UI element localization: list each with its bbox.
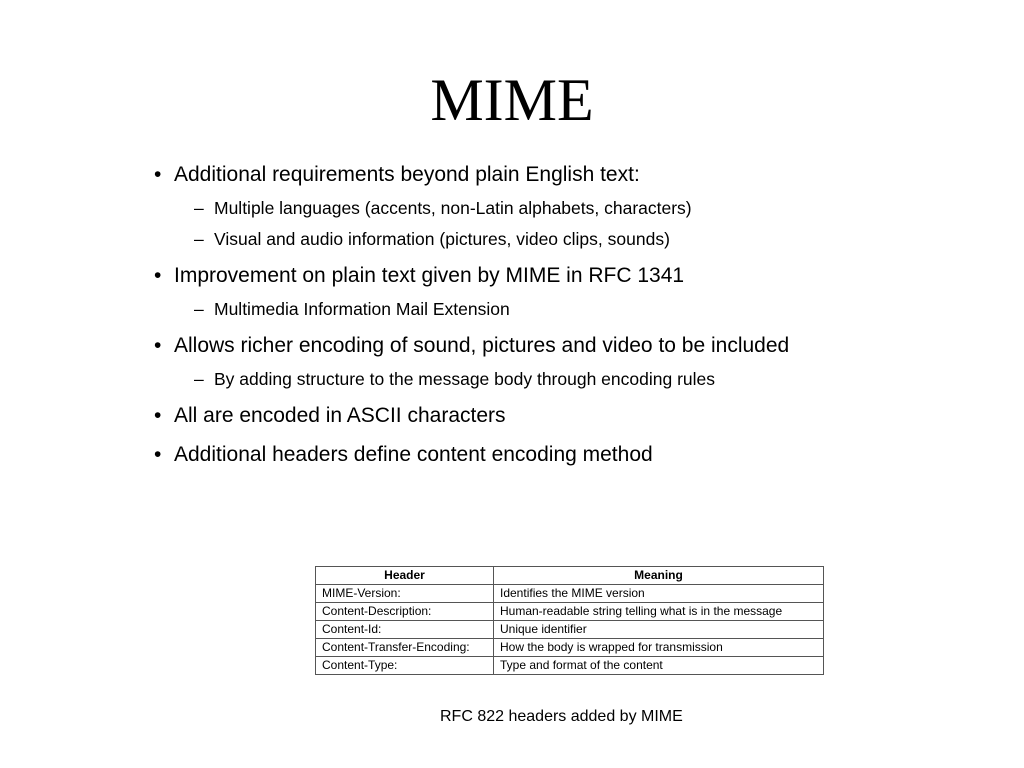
bullet-item: • Allows richer encoding of sound, pictures and video to be included — [150, 333, 990, 359]
table-row — [316, 657, 824, 675]
table-cell: How the body is wrapped for transmission — [494, 639, 824, 657]
table-cell: Content-Id: — [316, 621, 494, 639]
table-row — [316, 603, 824, 621]
table-cell: Identifies the MIME version — [494, 585, 824, 603]
column-header-meaning: Meaning — [494, 567, 824, 585]
table-cell: Content-Description: — [316, 603, 494, 621]
table-row — [316, 621, 824, 639]
sub-bullet-item: – Visual and audio information (pictures, video clips, sounds) — [150, 228, 990, 250]
table-cell: Human-readable string telling what is in the message — [494, 603, 824, 621]
table-cell: Content-Transfer-Encoding: — [316, 639, 494, 657]
table-row — [316, 585, 824, 603]
sub-bullet-item: – Multimedia Information Mail Extension — [150, 298, 990, 320]
mime-headers-table — [315, 566, 824, 675]
column-header-header: Header — [316, 567, 494, 585]
bullet-item: • Additional requirements beyond plain English text: — [150, 162, 990, 188]
slide-title: MIME — [430, 67, 594, 133]
sub-bullet-item: – Multiple languages (accents, non-Latin alphabets, characters) — [150, 197, 990, 219]
table-caption: RFC 822 headers added by MIME — [440, 708, 683, 725]
bullet-item: • Improvement on plain text given by MIME in RFC 1341 — [150, 263, 990, 289]
table-cell: Unique identifier — [494, 621, 824, 639]
bullet-list — [150, 162, 990, 481]
table-row — [316, 639, 824, 657]
table-cell: Content-Type: — [316, 657, 494, 675]
table-cell: Type and format of the content — [494, 657, 824, 675]
table-cell: MIME-Version: — [316, 585, 494, 603]
sub-bullet-item: – By adding structure to the message body through encoding rules — [150, 368, 990, 390]
table-header-row — [316, 567, 824, 585]
bullet-item: • Additional headers define content encoding method — [150, 442, 990, 468]
bullet-item: • All are encoded in ASCII characters — [150, 403, 990, 429]
